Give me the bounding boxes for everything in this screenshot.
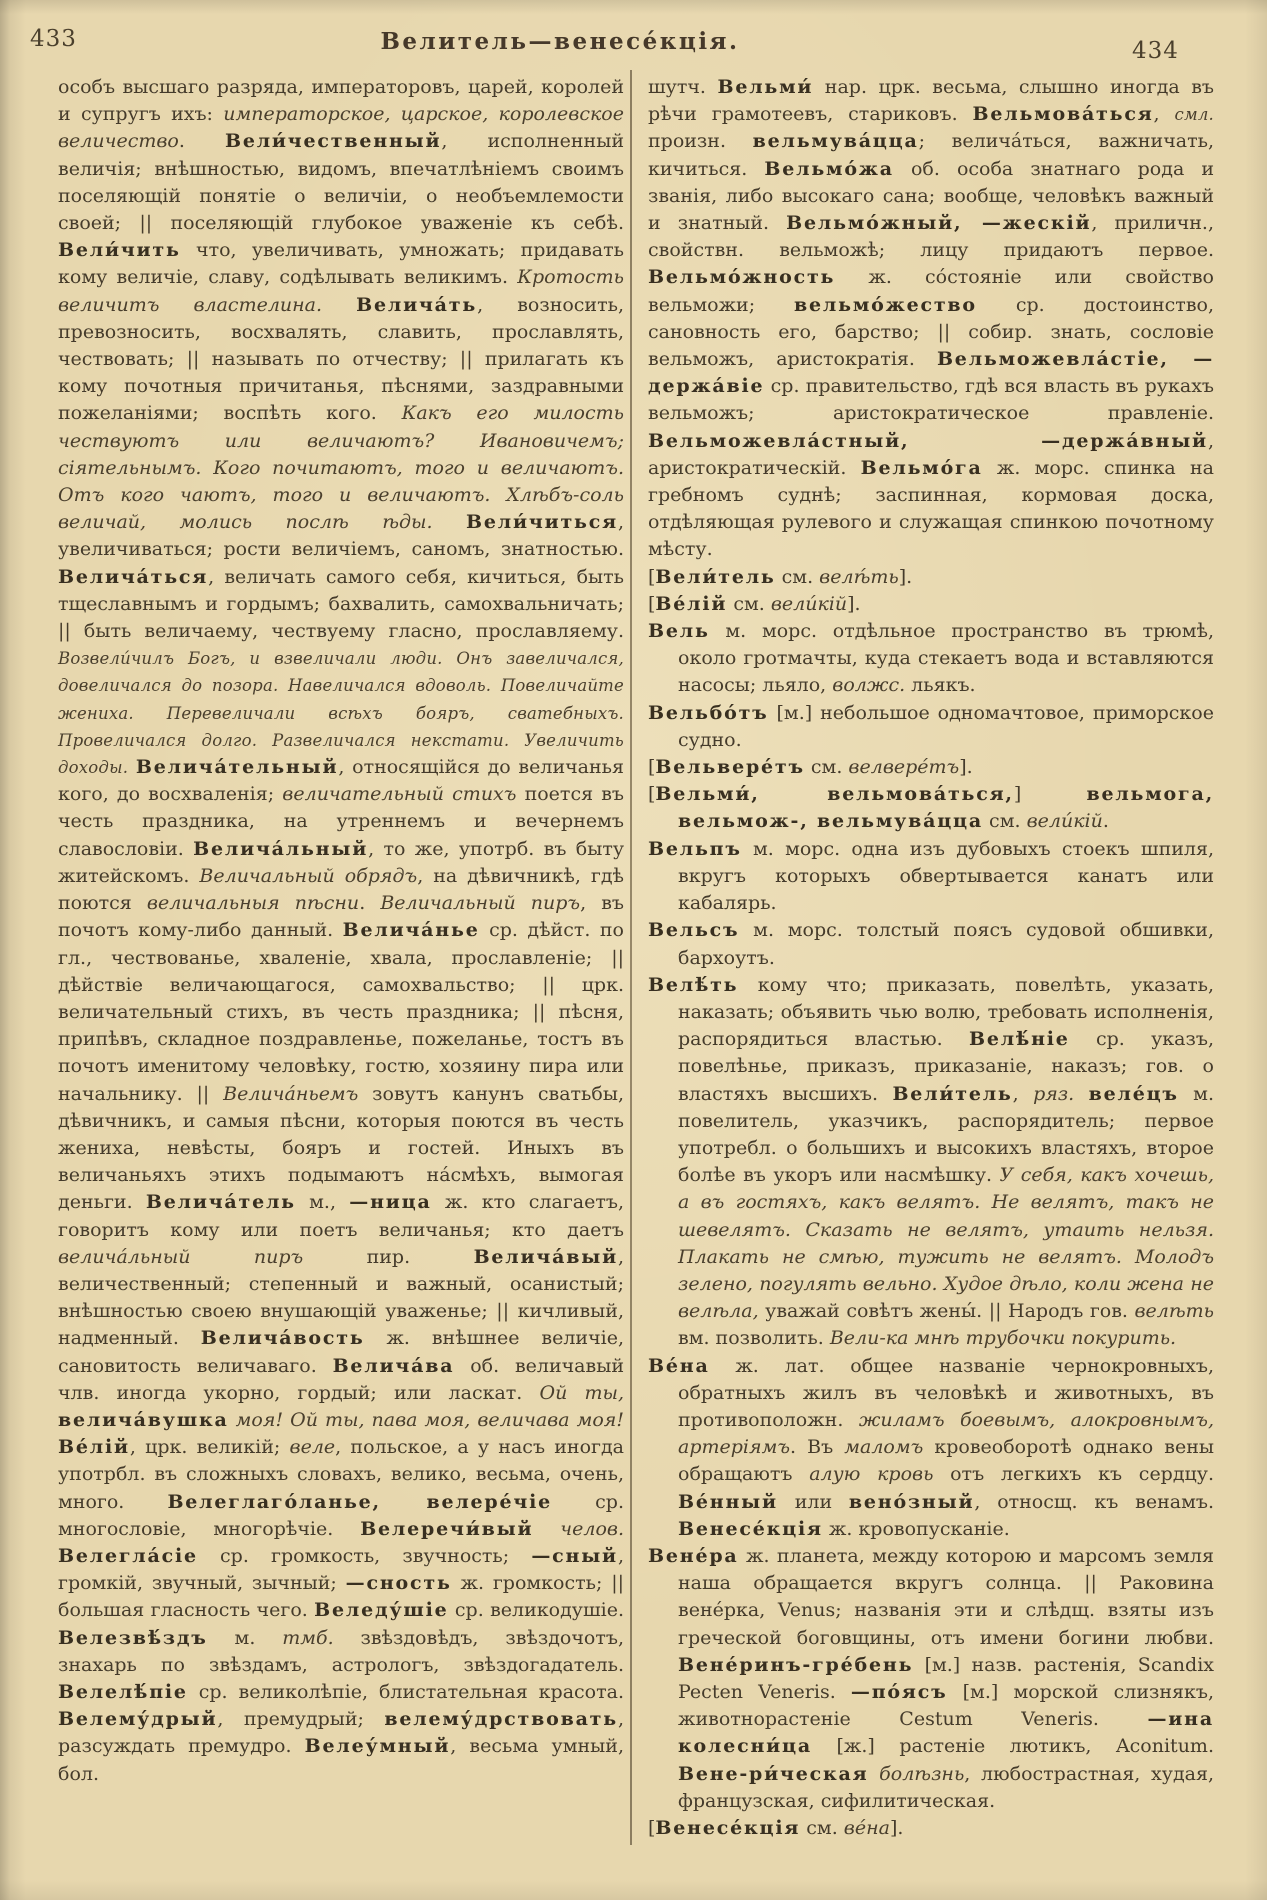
running-title: Велитель—венесе́кція. [380, 28, 740, 55]
dictionary-entry: Вельпъ м. морс. одна изъ дубовыхъ стоекъ шпиля, вкругъ которыхъ обвертывается канатъ или кабалярь. [648, 837, 1214, 915]
dictionary-text-continuation: шутч. Вельми́ нар. црк. весьма, слышно иногда въ рѣчи грамотеевъ, стариковъ. Вельмова́ться, смл. произн. вельмува́цца; велича́ться, важничать, кичиться. Вельмо́жа об. особа знатнаго рода и званія, либо высокаго сана; вообще, человѣкъ важный и знатный. Вельмо́жный, —жескій, приличн., свойствн. вельможѣ; лицу придаютъ первое. Вельмо́жность ж. со́стояніе или свойство вельможи; вельмо́жество ср. достоинство, сановность его, барство; || собир. знать, сословіе вельможъ, аристократія. Вельможевла́стіе, —держа́віе ср. правительство, гдѣ вся власть въ рукахъ вельможъ; аристократическое правленіе. Вельможевла́стный, —держа́вный, аристократическій. Вельмо́га ж. морс. спинка на гребномъ суднѣ; заспинная, кормовая доска, отдѣляющая рулевого и служащая спинкою почотному мѣсту. [648, 76, 1215, 561]
dictionary-entry: Ве́на ж. лат. общее названіе чернокровныхъ, обратныхъ жилъ въ человѣкѣ и животныхъ, въ противоположн. жиламъ боевымъ, алокровнымъ, артеріямъ. Въ маломъ кровеоборотѣ однако вены обращаютъ алую кровь отъ легкихъ къ сердцу. Ве́нный или вено́зный, относщ. къ венамъ. Венесе́кція ж. кровопусканіе. [648, 1354, 1215, 1540]
column-divider-rule [630, 70, 632, 1845]
dictionary-entry: Вель м. морс. отдѣльное пространство въ трюмѣ, около гротмачты, куда стекаетъ вода и вставляются насосы; льяло, волжс. льякъ. [648, 620, 1214, 697]
dictionary-entry: [Венесе́кція см. ве́на]. [648, 1817, 904, 1839]
dictionary-text-continuation: особъ высшаго разряда, императоровъ, царей, королей и супругъ ихъ: императорское, царское, королевское величество. Вели́чественный, исполненный величія; внѣшностью, видомъ, впечатлѣніемъ своимъ поселяющій понятіе о величіи, о необъемлемости своей; || поселяющій глубокое уваженіе къ себѣ. Вели́чить что, увеличивать, умножать; придавать кому величіе, славу, содѣлывать великимъ. Кротость величитъ властелина. Велича́ть, возносить, превозносить, восхвалять, славить, прославлять, чествовать; || называть по отчеству; || прилагать къ кому почотныя причитанья, пѣснями, заздравными пожеланіями; воспѣть кого. Какъ его милость чествуютъ или величаютъ? Ивановичемъ; сіятельнымъ. Кого почитаютъ, того и величаютъ. Отъ кого чаютъ, того и величаютъ. Хлѣбъ-соль величай, молись послѣ ѣды. Вели́читься, увеличиваться; рости величіемъ, саномъ, знатностью. Велича́ться, величать самого себя, кичиться, быть тщеславнымъ и гордымъ; бахвалить, самохвальничать; || быть величаему, чествуему гласно, прославляему. Возвели́чилъ Богъ, и взвеличали люди. Онъ завеличался, довеличался до позора. Навеличался вдоволь. Повеличайте жениха. Перевеличали всѣхъ бояръ, сватебныхъ. Провеличался долго. Развеличался некстати. Увеличить доходы. Велича́тельный, относящійся до величанья кого, до восхваленія; величательный стихъ поется въ честь праздника, на утреннемъ и вечернемъ славословіи. Велича́льный, то же, употрб. въ быту житейскомъ. Величальный обрядъ, на дѣвичникѣ, гдѣ поются величальныя пѣсни. Величальный пиръ, въ почотъ кому-либо данный. Велича́нье ср. дѣйст. по гл., чествованье, хваленіе, хвала, прославленіе; || дѣйствіе величающагося, самохвальство; || црк. величательный стихъ, въ честь праздника; || пѣсня, припѣвъ, складное поздравленье, пожеланье, тостъ въ почотъ именитому человѣку, гостю, хозяину пира или начальнику. || Велича́ньемъ зовутъ канунъ сватьбы, дѣвичникъ, и самыя пѣсни, которыя поются въ честь жениха, невѣсты, бояръ и гостей. Иныхъ въ величаньяхъ этихъ подымаютъ на́смѣхъ, вымогая деньги. Велича́тель м., —ница ж. кто слагаетъ, говоритъ кому или поетъ величанья; кто даетъ велича́льный пиръ пир. Велича́вый, величественный; степенный и важный, осанистый; внѣшностью своею внушающій уваженье; || кичливый, надменный. Велича́вость ж. внѣшнее величіе, сановитость величаваго. Велича́ва об. величавый члв. иногда укорно, гордый; или ласкат. Ой ты, велича́вушка моя! Ой ты, пава моя, величава моя! Ве́лій, црк. великій; веле, польское, а у насъ иногда употрбл. въ сложныхъ словахъ, велико, весьма, очень, много. Велеглаго́ланье, велере́чіе ср. многословіе, многорѣчіе. Велеречи́вый челов. Велегла́сіе ср. громкость, звучность; —сный, громкій, звучный, зычный; —сность ж. громкость; || большая гласность чего. Веледу́шіе ср. великодушіе. Велезвѣ́здъ м. тмб. звѣздовѣдъ, звѣздочотъ, знахарь по звѣздамъ, астрологъ, звѣздогадатель. Велелѣ́піе ср. великолѣпіе, блистательная красота. Велему́дрый, премудрый; велему́дрствовать, разсуждать премудро. Велеу́мный, весьма умный, бол. [58, 76, 625, 1785]
right-text-column [648, 74, 1214, 1842]
dictionary-entry: [Ве́лій см. вели́кій]. [648, 592, 861, 615]
dictionary-entry: Велѣ́ть кому что; приказать, повелѣть, указать, наказать; объявить чью волю, требовать исполненія, распорядиться властью. Велѣ́ніе ср. указъ, повелѣнье, приказъ, приказаніе, наказъ; гов. о властяхъ высшихъ. Вели́тель, ряз. веле́цъ м. повелитель, указчикъ, распорядитель; первое употребл. о большихъ и высокихъ властяхъ, второе болѣе въ укоръ или насмѣшку. У себя, какъ хочешь, а въ гостяхъ, какъ велятъ. Не велятъ, такъ не шевелятъ. Сказать не велятъ, утаить нельзя. Плакать не смѣю, тужить не велятъ. Молодъ зелено, погулять вельно. Худое дѣло, коли жена не велѣла, уважай совѣтъ жены́. || Народъ гов. велѣть вм. позволить. Вели-ка мнѣ трубочки покурить. [648, 973, 1214, 1350]
dictionary-entry: [Вельвере́тъ см. велвере́тъ]. [648, 756, 973, 779]
dictionary-entry: [Вели́тель см. велѣ́ть]. [648, 565, 913, 588]
dictionary-entry: Вене́ра ж. планета, между которою и марсомъ земля наша обращается вкругъ солнца. || Раковина вене́рка, Venus; названія эти и слѣдщ. взяты изъ греческой боговщины, отъ имени богини любви. Вене́ринъ-гре́бень [м.] назв. растенія, Scandix Pecten Veneris. —по́ясъ [м.] морской слизнякъ, животнорастеніе Cestum Veneris. —ина колесни́ца [ж.] растеніе лютикъ, Aconitum. Вене-ри́ческая болѣзнь, любострастная, худая, французская, сифилитическая. [648, 1544, 1215, 1812]
page-number-left: 433 [30, 26, 77, 52]
dictionary-entry: Вельсъ м. морс. толстый поясъ судовой обшивки, бархоутъ. [648, 919, 1214, 969]
left-text-column [58, 74, 624, 1788]
page-number-right: 434 [1132, 38, 1179, 64]
dictionary-entry: Вельбо́тъ [м.] небольшое одномачтовое, приморское судно. [648, 701, 1214, 751]
dictionary-entry: [Вельми́, вельмова́ться,] вельмога, вельмож-, вельмува́цца см. вели́кій. [648, 783, 1214, 833]
